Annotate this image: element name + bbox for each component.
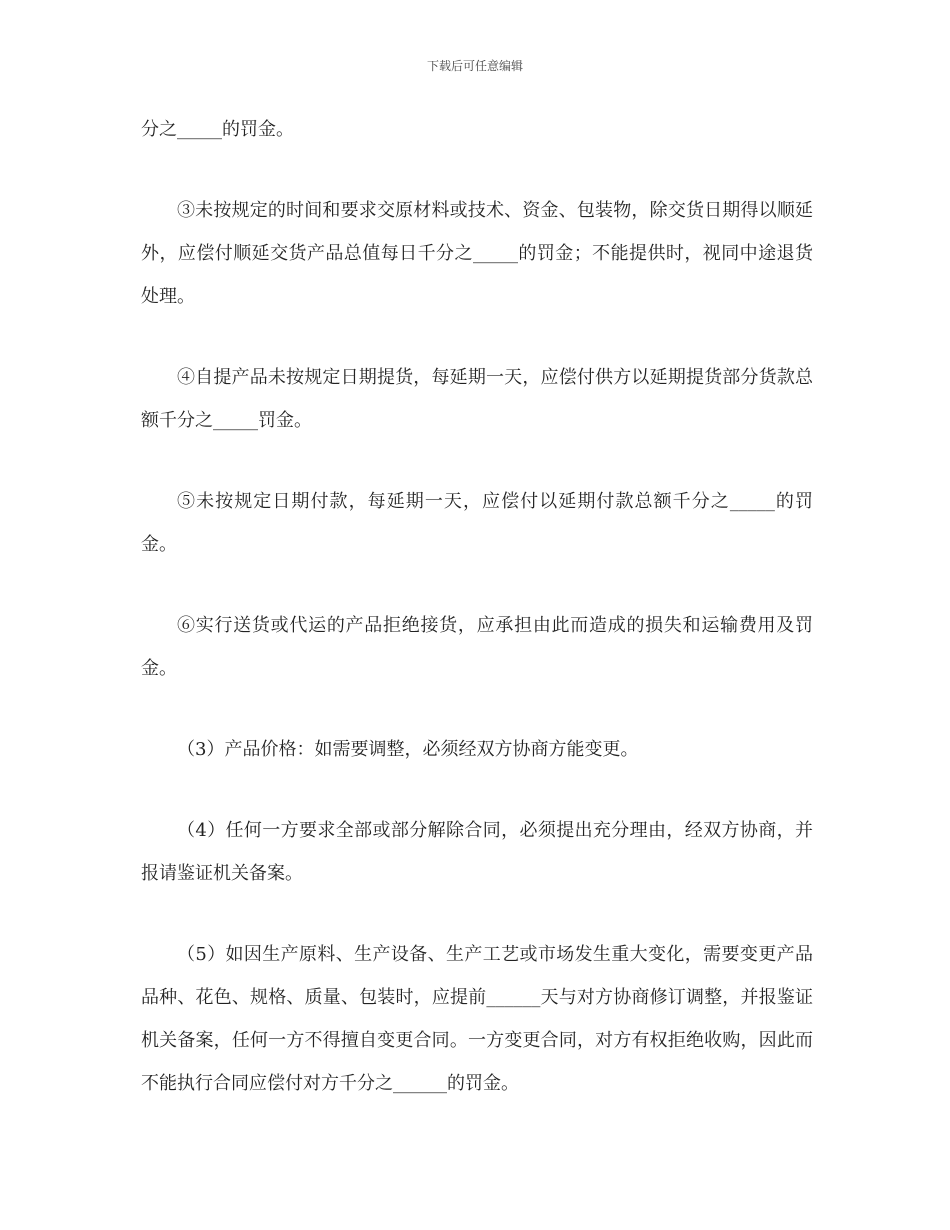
paragraph-clause-3: ③未按规定的时间和要求交原材料或技术、资金、包装物，除交货日期得以顺延外，应偿付顺延交货产品总值每日千分之_____的罚金；不能提供时，视同中途退货处理。	[141, 200, 813, 307]
page-header: 下载后可任意编辑	[426, 59, 523, 73]
document-body	[141, 108, 813, 1105]
paragraph-clause-5: ⑤未按规定日期付款，每延期一天，应偿付以延期付款总额千分之_____的罚金。	[141, 491, 813, 555]
paragraph-clause-6: ⑥实行送货或代运的产品拒绝接货，应承担由此而造成的损失和运输费用及罚金。	[141, 615, 813, 679]
paragraph-section-4: （4）任何一方要求全部或部分解除合同，必须提出充分理由，经双方协商，并报请鉴证机关备案。	[141, 820, 813, 884]
paragraph-clause-4: ④自提产品未按规定日期提货，每延期一天，应偿付供方以延期提货部分货款总额千分之_____罚金。	[141, 367, 813, 431]
paragraph-section-5: （5）如因生产原料、生产设备、生产工艺或市场发生重大变化，需要变更产品品种、花色、规格、质量、包装时，应提前______天与对方协商修订调整，并报鉴证机关备案，任何一方不得擅自变更合同。一方变更合同，对方有权拒绝收购，因此而不能执行合同应偿付对方千分之______的罚金。	[141, 944, 813, 1094]
paragraph-continuation: 分之_____的罚金。	[141, 119, 294, 140]
paragraph-section-3: （3）产品价格：如需要调整，必须经双方协商方能变更。	[177, 739, 639, 760]
